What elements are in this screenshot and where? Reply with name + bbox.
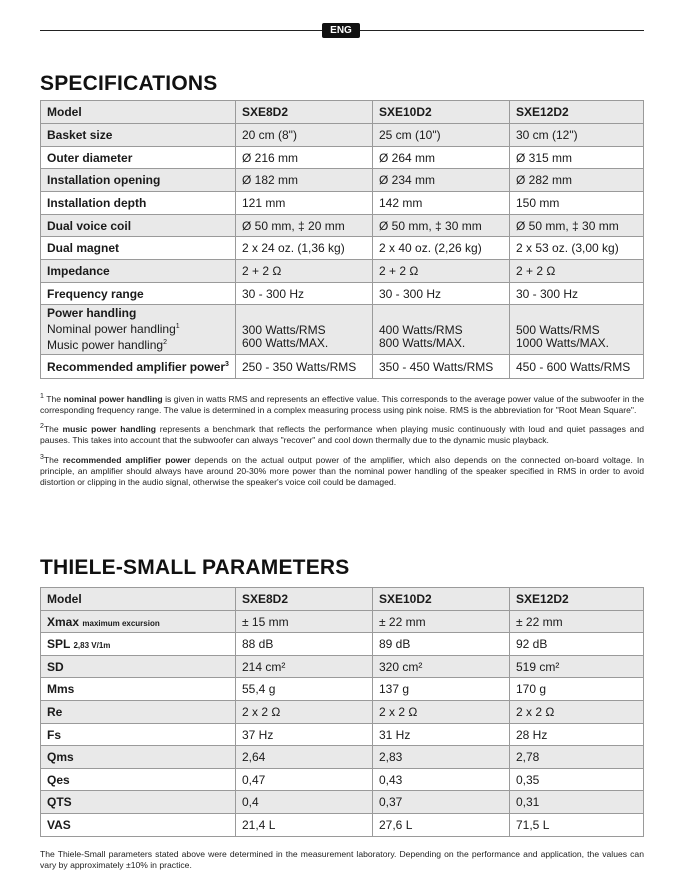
- footnote-pre: The: [43, 424, 63, 435]
- table-cell: Ø 50 mm, ‡ 30 mm: [373, 215, 510, 237]
- table-cell: 0,43: [373, 769, 510, 791]
- table-cell: 2 + 2 Ω: [510, 260, 644, 283]
- table-cell: Ø 282 mm: [510, 169, 644, 192]
- table-cell: ± 22 mm: [510, 611, 644, 633]
- table-row: [41, 746, 644, 769]
- table-cell: 21,4 L: [236, 814, 373, 837]
- row-label: Installation depth: [41, 192, 236, 215]
- row-label: [41, 305, 236, 355]
- table-cell: 2,83: [373, 746, 510, 769]
- table-row: [41, 283, 644, 305]
- row-label: Outer diameter: [41, 147, 236, 169]
- table-header-row: [41, 588, 644, 611]
- table-cell: 71,5 L: [510, 814, 644, 837]
- row-label: Frequency range: [41, 283, 236, 305]
- table-cell: 170 g: [510, 678, 644, 701]
- footnote-text: represents a benchmark that reflects the performance when playing music continuously with loud and quiet passages and pauses. This takes into account that the subwoofer can always "recover" and cool down thermally due to the dynamic music playback.: [40, 424, 644, 446]
- row-label: Qms: [41, 746, 236, 769]
- table-cell: 88 dB: [236, 633, 373, 656]
- footnote-text: depends on the actual output power of the amplifier, which also depends on the connected on-board voltage. In principle, an amplifier should always have around 20-30% more power than the nominal power handling of the speaker specified in RMS in order to avoid distortion or clipping in the audio signal, otherwise the speaker's voice coil could be damaged.: [40, 454, 644, 487]
- table-cell: 0,4: [236, 791, 373, 814]
- music-power-label: [47, 336, 229, 352]
- table-row: [41, 678, 644, 701]
- table-cell: ± 15 mm: [236, 611, 373, 633]
- table-cell: 89 dB: [373, 633, 510, 656]
- table-row: [41, 701, 644, 724]
- table-cell: 30 - 300 Hz: [373, 283, 510, 305]
- footnote-mark: 2: [163, 339, 167, 346]
- column-header: SXE8D2: [236, 101, 373, 124]
- table-cell: 20 cm (8"): [236, 124, 373, 147]
- table-row: [41, 124, 644, 147]
- music-value: 600 Watts/MAX.: [242, 335, 329, 350]
- table-cell: 450 - 600 Watts/RMS: [510, 355, 644, 379]
- footnote-2: [40, 421, 644, 446]
- row-label: [41, 611, 236, 633]
- row-label: SD: [41, 656, 236, 678]
- table-cell: Ø 264 mm: [373, 147, 510, 169]
- column-header: SXE12D2: [510, 588, 644, 611]
- table-cell: 214 cm²: [236, 656, 373, 678]
- music-value: 800 Watts/MAX.: [379, 335, 466, 350]
- table-cell: 2 x 40 oz. (2,26 kg): [373, 237, 510, 260]
- table-cell: 2 x 2 Ω: [373, 701, 510, 724]
- row-label: [41, 633, 236, 656]
- thiele-small-table: [40, 587, 644, 837]
- table-cell: 2 x 2 Ω: [236, 701, 373, 724]
- param-name: SPL: [47, 637, 71, 651]
- row-label: Installation opening: [41, 169, 236, 192]
- note-text: The Thiele-Small parameters stated above were determined in the measurement laboratory. Depending on the performance and application, the values can vary by approximately ±10% in practice.: [40, 849, 644, 871]
- table-cell: 2 x 53 oz. (3,00 kg): [510, 237, 644, 260]
- language-badge: ENG: [322, 23, 360, 38]
- table-row-power-handling: [41, 305, 644, 355]
- row-label: Dual magnet: [41, 237, 236, 260]
- table-cell: 31 Hz: [373, 724, 510, 746]
- table-row: [41, 192, 644, 215]
- footnote-mark: 3: [225, 360, 229, 368]
- row-label: [41, 355, 236, 379]
- column-header: SXE10D2: [373, 588, 510, 611]
- column-header: SXE12D2: [510, 101, 644, 124]
- amp-label-text: Recommended amplifier power: [47, 359, 226, 374]
- music-value: 1000 Watts/MAX.: [516, 335, 609, 350]
- table-cell: 142 mm: [373, 192, 510, 215]
- footnote-pre: The: [46, 393, 64, 404]
- table-cell: Ø 234 mm: [373, 169, 510, 192]
- param-subscript: 2,83 V/1m: [73, 641, 111, 650]
- footnote-text: is given in watts RMS and represents an effective value. This corresponds to the average power value of the subwoofer in the corresponding frequency range. The value is determined in a complex measuring process using pink noise. RMS is the abbreviation for "Root Mean Square".: [40, 393, 645, 416]
- table-cell: ± 22 mm: [373, 611, 510, 633]
- table-row: [41, 611, 644, 633]
- table-cell: 92 dB: [510, 633, 644, 656]
- table-cell: 2 + 2 Ω: [373, 260, 510, 283]
- table-cell: 320 cm²: [373, 656, 510, 678]
- table-cell: 37 Hz: [236, 724, 373, 746]
- table-cell: 25 cm (10"): [373, 124, 510, 147]
- footnote-term: music power handling: [62, 424, 157, 435]
- nominal-value: 400 Watts/RMS: [379, 322, 463, 337]
- table-header-row: [41, 101, 644, 124]
- footnote-term: recommended amplifier power: [62, 454, 191, 465]
- table-cell: Ø 182 mm: [236, 169, 373, 192]
- table-cell: 121 mm: [236, 192, 373, 215]
- param-subscript: maximum excursion: [82, 618, 160, 628]
- row-label: VAS: [41, 814, 236, 837]
- nominal-value: 500 Watts/RMS: [516, 322, 600, 337]
- table-row: [41, 169, 644, 192]
- table-cell: 250 - 350 Watts/RMS: [236, 355, 373, 379]
- table-cell: 55,4 g: [236, 678, 373, 701]
- specifications-table: [40, 100, 644, 379]
- table-cell: 2 x 2 Ω: [510, 701, 644, 724]
- table-cell: 27,6 L: [373, 814, 510, 837]
- table-cell: 137 g: [373, 678, 510, 701]
- table-row: [41, 656, 644, 678]
- music-power-text: Music power handling: [47, 338, 164, 352]
- nominal-power-text: Nominal power handling: [47, 322, 176, 336]
- row-label: Re: [41, 701, 236, 724]
- footnote-1: [40, 391, 644, 416]
- table-row: [41, 260, 644, 283]
- table-cell: 2 x 24 oz. (1,36 kg): [236, 237, 373, 260]
- table-cell: Ø 50 mm, ‡ 20 mm: [236, 215, 373, 237]
- table-cell: 0,35: [510, 769, 644, 791]
- table-cell: Ø 315 mm: [510, 147, 644, 169]
- table-row: [41, 633, 644, 656]
- footnote-number: 2: [40, 423, 44, 431]
- table-cell: 30 - 300 Hz: [236, 283, 373, 305]
- power-handling-label: Power handling: [47, 306, 137, 320]
- row-label: Dual voice coil: [41, 215, 236, 237]
- column-header: SXE8D2: [236, 588, 373, 611]
- nominal-power-label: [47, 320, 229, 336]
- table-cell: 0,47: [236, 769, 373, 791]
- row-label: Qes: [41, 769, 236, 791]
- table-cell: 2 + 2 Ω: [236, 260, 373, 283]
- footnote-pre: The: [43, 454, 63, 465]
- footnote-number: 1: [40, 393, 44, 400]
- column-header: Model: [41, 101, 236, 124]
- table-row: [41, 147, 644, 169]
- thiele-small-title: THIELE-SMALL PARAMETERS: [40, 556, 350, 579]
- table-cell: 30 - 300 Hz: [510, 283, 644, 305]
- table-cell: [373, 305, 510, 355]
- specifications-title: SPECIFICATIONS: [40, 72, 218, 95]
- footnote-mark: 1: [175, 323, 180, 330]
- table-row: [41, 237, 644, 260]
- table-cell: Ø 50 mm, ‡ 30 mm: [510, 215, 644, 237]
- table-cell: 30 cm (12"): [510, 124, 644, 147]
- table-cell: [510, 305, 644, 355]
- table-row: [41, 724, 644, 746]
- footnote-number: 3: [40, 453, 44, 461]
- row-label: Basket size: [41, 124, 236, 147]
- nominal-value: 300 Watts/RMS: [242, 322, 326, 337]
- row-label: Mms: [41, 678, 236, 701]
- table-cell: Ø 216 mm: [236, 147, 373, 169]
- footnote-3: [40, 452, 644, 488]
- table-cell: 350 - 450 Watts/RMS: [373, 355, 510, 379]
- table-row: [41, 814, 644, 837]
- footnote-term: nominal power handling: [63, 393, 163, 404]
- table-row: [41, 791, 644, 814]
- table-cell: 2,78: [510, 746, 644, 769]
- row-label: Impedance: [41, 260, 236, 283]
- row-label: QTS: [41, 791, 236, 814]
- thiele-small-note: [40, 849, 644, 871]
- table-cell: 0,31: [510, 791, 644, 814]
- table-cell: 150 mm: [510, 192, 644, 215]
- footnotes: [40, 391, 644, 488]
- param-name: Xmax: [47, 614, 80, 629]
- table-row: [41, 215, 644, 237]
- table-cell: 2,64: [236, 746, 373, 769]
- table-cell: 0,37: [373, 791, 510, 814]
- table-cell: 28 Hz: [510, 724, 644, 746]
- table-row-amplifier: [41, 355, 644, 379]
- table-cell: [236, 305, 373, 355]
- row-label: Fs: [41, 724, 236, 746]
- table-cell: 519 cm²: [510, 656, 644, 678]
- column-header: Model: [41, 588, 236, 611]
- column-header: SXE10D2: [373, 101, 510, 124]
- table-row: [41, 769, 644, 791]
